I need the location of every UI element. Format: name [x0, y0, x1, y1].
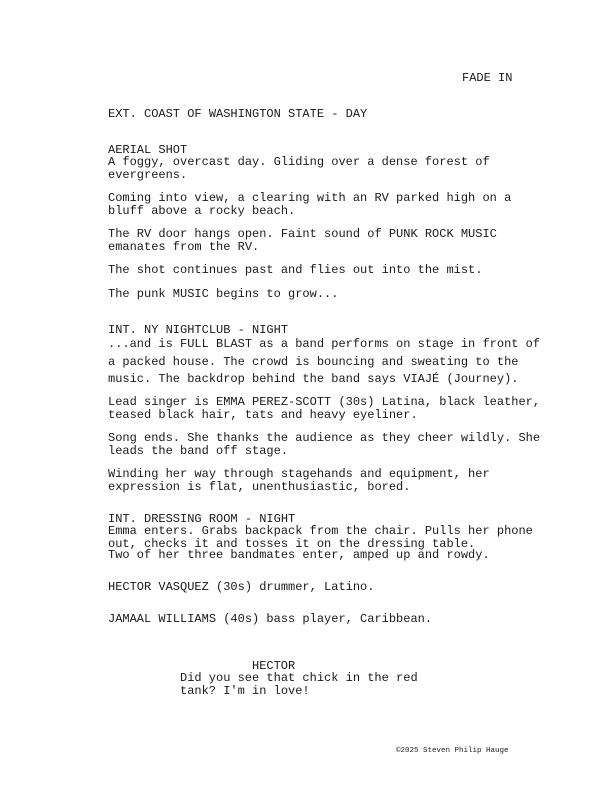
action-jamaal-intro: JAMAAL WILLIAMS (40s) bass player, Caribbean.: [108, 612, 433, 626]
action-hector-intro: HECTOR VASQUEZ (30s) drummer, Latino.: [108, 580, 375, 594]
scene-heading-exterior-coast: EXT. COAST OF WASHINGTON STATE - DAY: [108, 107, 368, 121]
scene-heading-dressing-room: INT. DRESSING ROOM - NIGHT: [108, 512, 296, 526]
action-lead-singer: Lead singer is EMMA PEREZ-SCOTT (30s) Latina, black leather, teased black hair, tats and heavy eyeliner.: [108, 395, 541, 422]
action-music-grows: The punk MUSIC begins to grow...: [108, 287, 339, 301]
transition-fade-in: FADE IN: [462, 71, 513, 85]
action-full-blast: ...and is FULL BLAST as a band performs on stage in front of a packed house. The crowd is bouncing and sweating to the music. The backdrop behind the band says VIAJÉ (Journey).: [108, 337, 541, 386]
dialogue-character-name: HECTOR: [252, 659, 296, 673]
action-rv-door: The RV door hangs open. Faint sound of PUNK ROCK MUSIC emanates from the RV.: [108, 227, 497, 254]
dialogue-line: Did you see that chick in the red tank? I'm in love!: [180, 671, 418, 698]
action-shot-continues: The shot continues past and flies out into the mist.: [108, 263, 483, 277]
scene-heading-nightclub: INT. NY NIGHTCLUB - NIGHT: [108, 323, 289, 337]
action-aerial-description: A foggy, overcast day. Gliding over a dense forest of evergreens.: [108, 155, 490, 182]
action-rv-clearing: Coming into view, a clearing with an RV parked high on a bluff above a rocky beach.: [108, 191, 512, 218]
action-winding-way: Winding her way through stagehands and equipment, her expression is flat, unenthusiastic, bored.: [108, 467, 490, 494]
copyright-footer: ©2025 Steven Philip Hauge: [396, 747, 509, 755]
action-bandmates-enter: Two of her three bandmates enter, amped up and rowdy.: [108, 548, 490, 562]
action-song-ends: Song ends. She thanks the audience as they cheer wildly. She leads the band off stage.: [108, 431, 541, 458]
shot-label-aerial: AERIAL SHOT: [108, 143, 188, 157]
action-emma-enters: Emma enters. Grabs backpack from the chair. Pulls her phone out, checks it and tosses it on the dressing table.: [108, 524, 533, 551]
